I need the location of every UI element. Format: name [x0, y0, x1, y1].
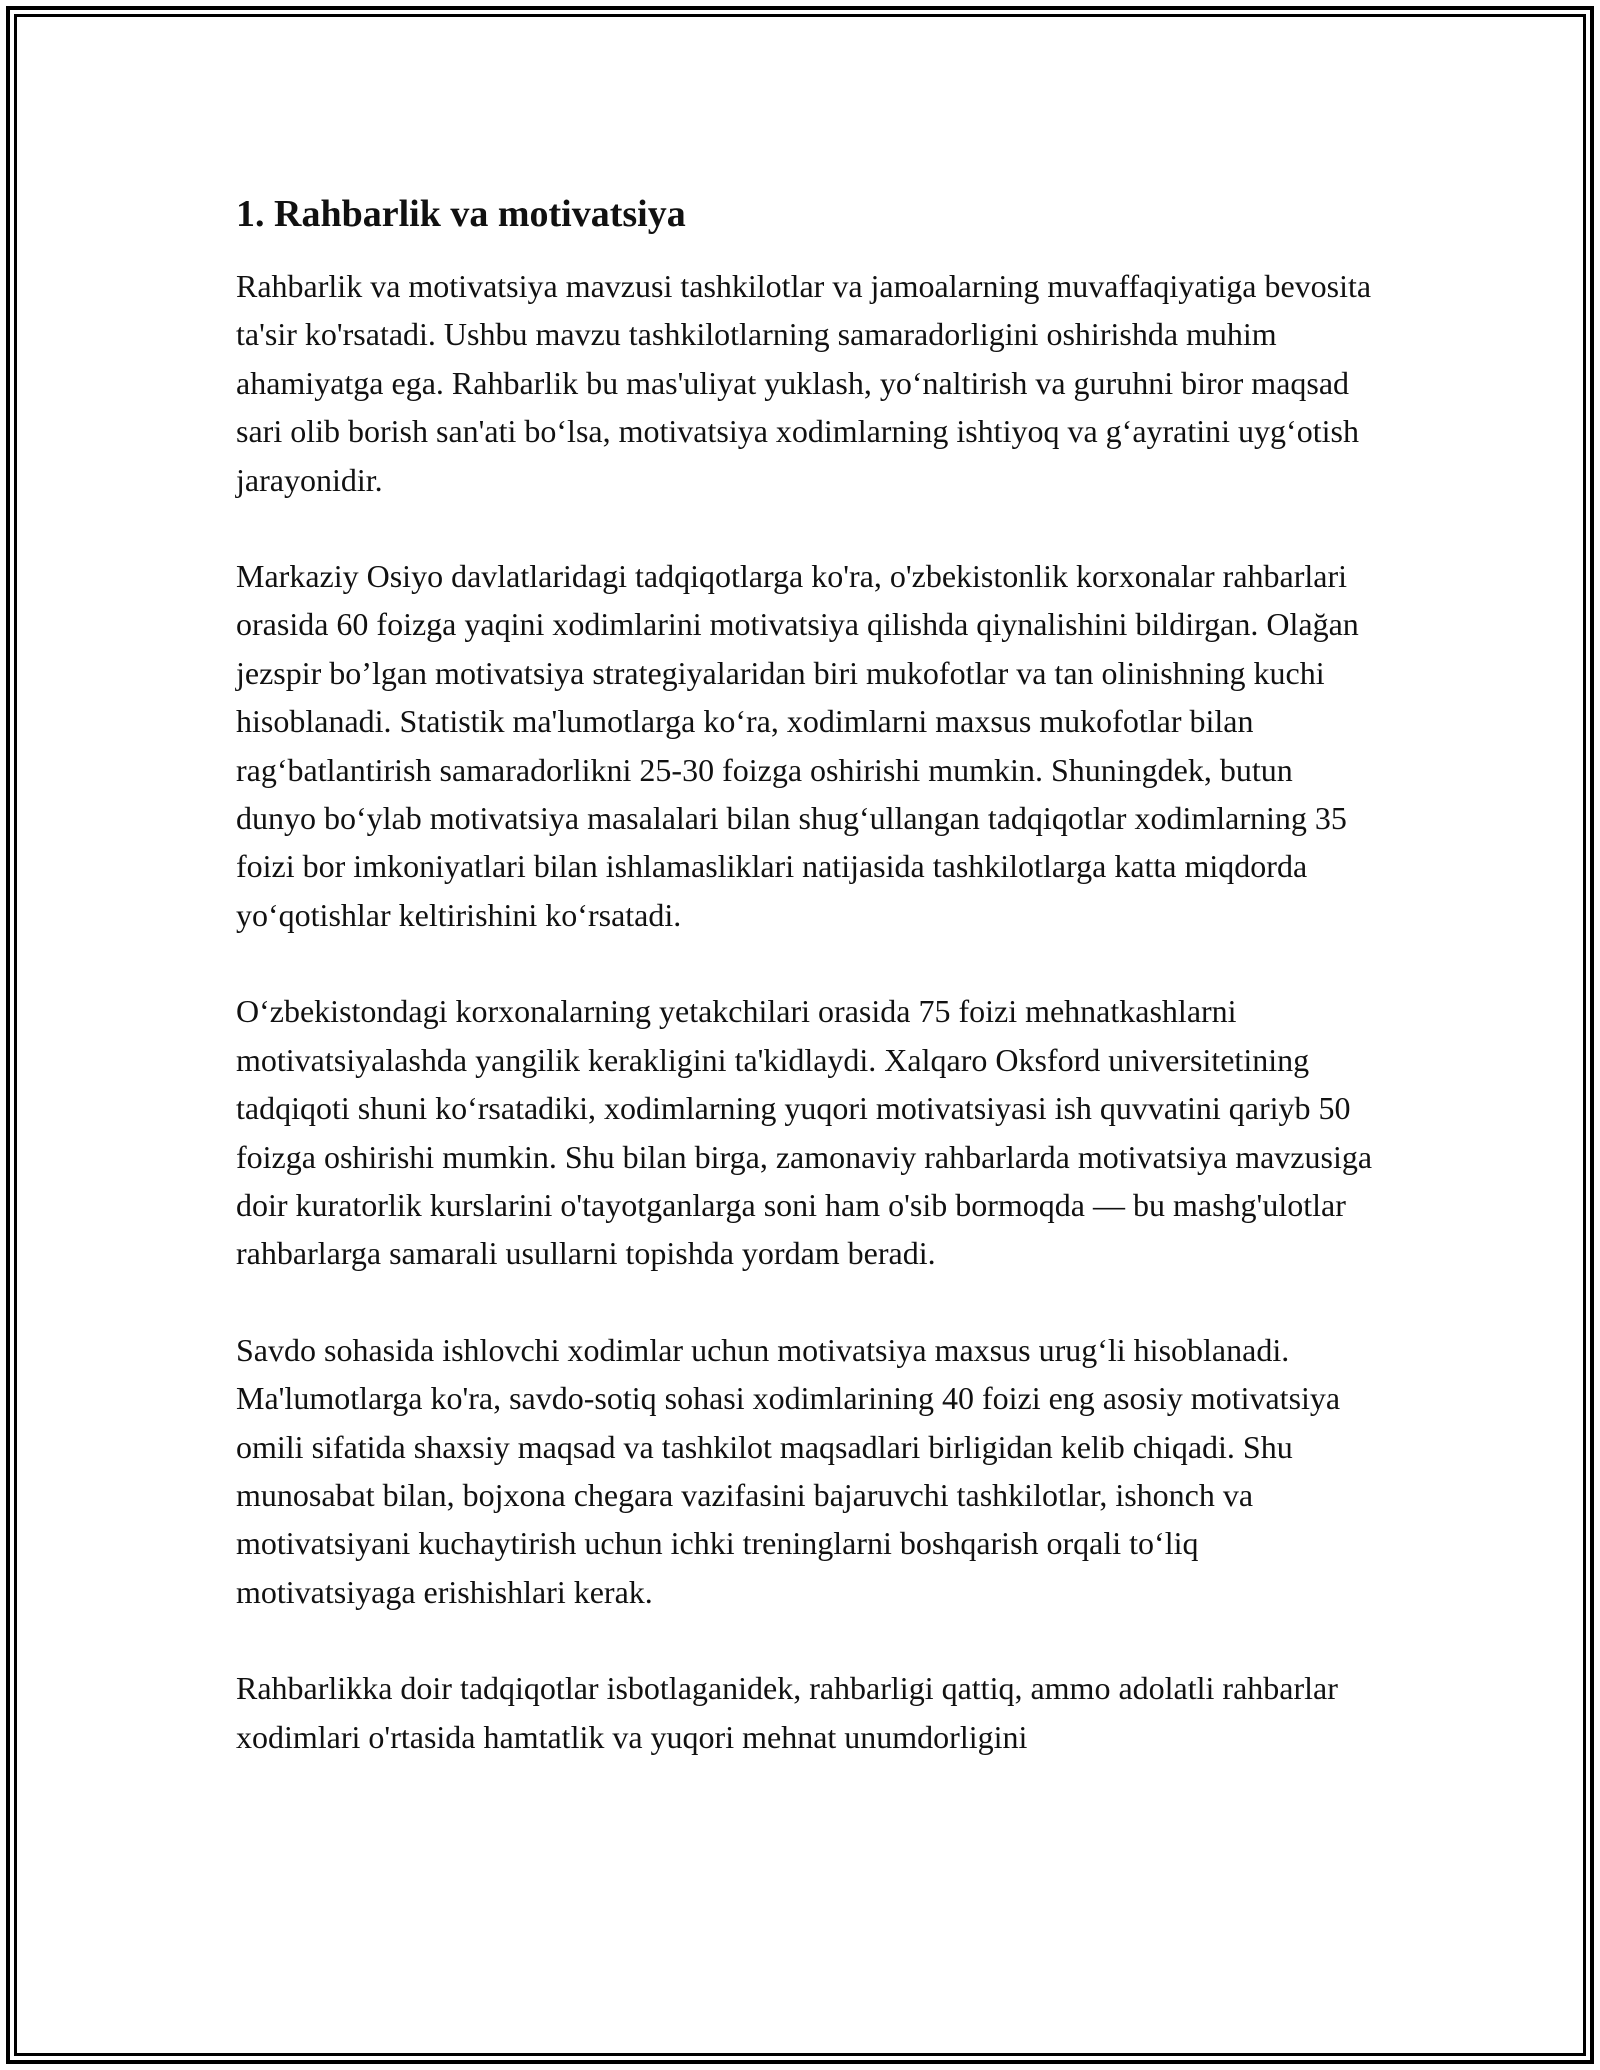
- paragraph-1: Rahbarlik va motivatsiya mavzusi tashkilotlar va jamoalarning muvaffaqiyatiga bevosita ta'sir ko'rsatadi. Ushbu mavzu tashkilotlarning samaradorligini oshirishda muhim ahamiyatga ega. Rahbarlik bu mas'uliyat yuklash, yo‘naltirish va guruhni biror maqsad sari olib borish san'ati bo‘lsa, motivatsiya xodimlarning ishtiyoq va g‘ayratini uyg‘otish jarayonidir.: [236, 268, 1372, 498]
- paragraph-3: O‘zbekistondagi korxonalarning yetakchilari orasida 75 foizi mehnatkashlarni motivatsiyalashda yangilik kerakligini ta'kidlaydi. Xalqaro Oksford universitetining tadqiqoti shuni ko‘rsatadiki, xodimlarning yuqori motivatsiyasi ish quvvatini qariyb 50 foizga oshirishi mumkin. Shu bilan birga, zamonaviy rahbarlarda motivatsiya mavzusiga doir kuratorlik kurslarini o'tayotganlarga soni ham o'sib bormoqda — bu mashg'ulotlar rahbarlarga samarali usullarni topishda yordam beradi.: [236, 993, 1373, 1272]
- paragraph-5: Rahbarlikka doir tadqiqotlar isbotlaganidek, rahbarligi qattiq, ammo adolatli rahbarlar xodimlari o'rtasida hamtatlik va yuqori mehnat unumdorligini: [236, 1670, 1338, 1755]
- document-body: [236, 188, 1376, 1761]
- section-heading: 1. Rahbarlik va motivatsiya: [236, 193, 686, 235]
- paragraph-4: Savdo sohasida ishlovchi xodimlar uchun motivatsiya maxsus urug‘li hisoblanadi. Ma'lumotlarga ko'ra, savdo-sotiq sohasi xodimlarining 40 foizi eng asosiy motivatsiya omili sifatida shaxsiy maqsad va tashkilot maqsadlari birligidan kelib chiqadi. Shu munosabat bilan, bojxona chegara vazifasini bajaruvchi tashkilotlar, ishonch va motivatsiyani kuchaytirish uchun ichki treninglarni boshqarish orqali to‘liq motivatsiyaga erishishlari kerak.: [236, 1331, 1341, 1610]
- paragraph-2: Markaziy Osiyo davlatlaridagi tadqiqotlarga ko'ra, o'zbekistonlik korxonalar rahbarlari orasida 60 foizga yaqini xodimlarini motivatsiya qilishda qiynalishini bildirgan. Olağan jezspir bo’lgan motivatsiya strategiyalaridan biri mukofotlar va tan olinishning kuchi hisoblanadi. Statistik ma'lumotlarga ko‘ra, xodimlarni maxsus mukofotlar bilan rag‘batlantirish samaradorlikni 25-30 foizga oshirishi mumkin. Shuningdek, butun dunyo bo‘ylab motivatsiya masalalari bilan shug‘ullangan tadqiqotlar xodimlarning 35 foizi bor imkoniyatlari bilan ishlamasliklari natijasida tashkilotlarga katta miqdorda yo‘qotishlar keltirishini ko‘rsatadi.: [236, 558, 1359, 933]
